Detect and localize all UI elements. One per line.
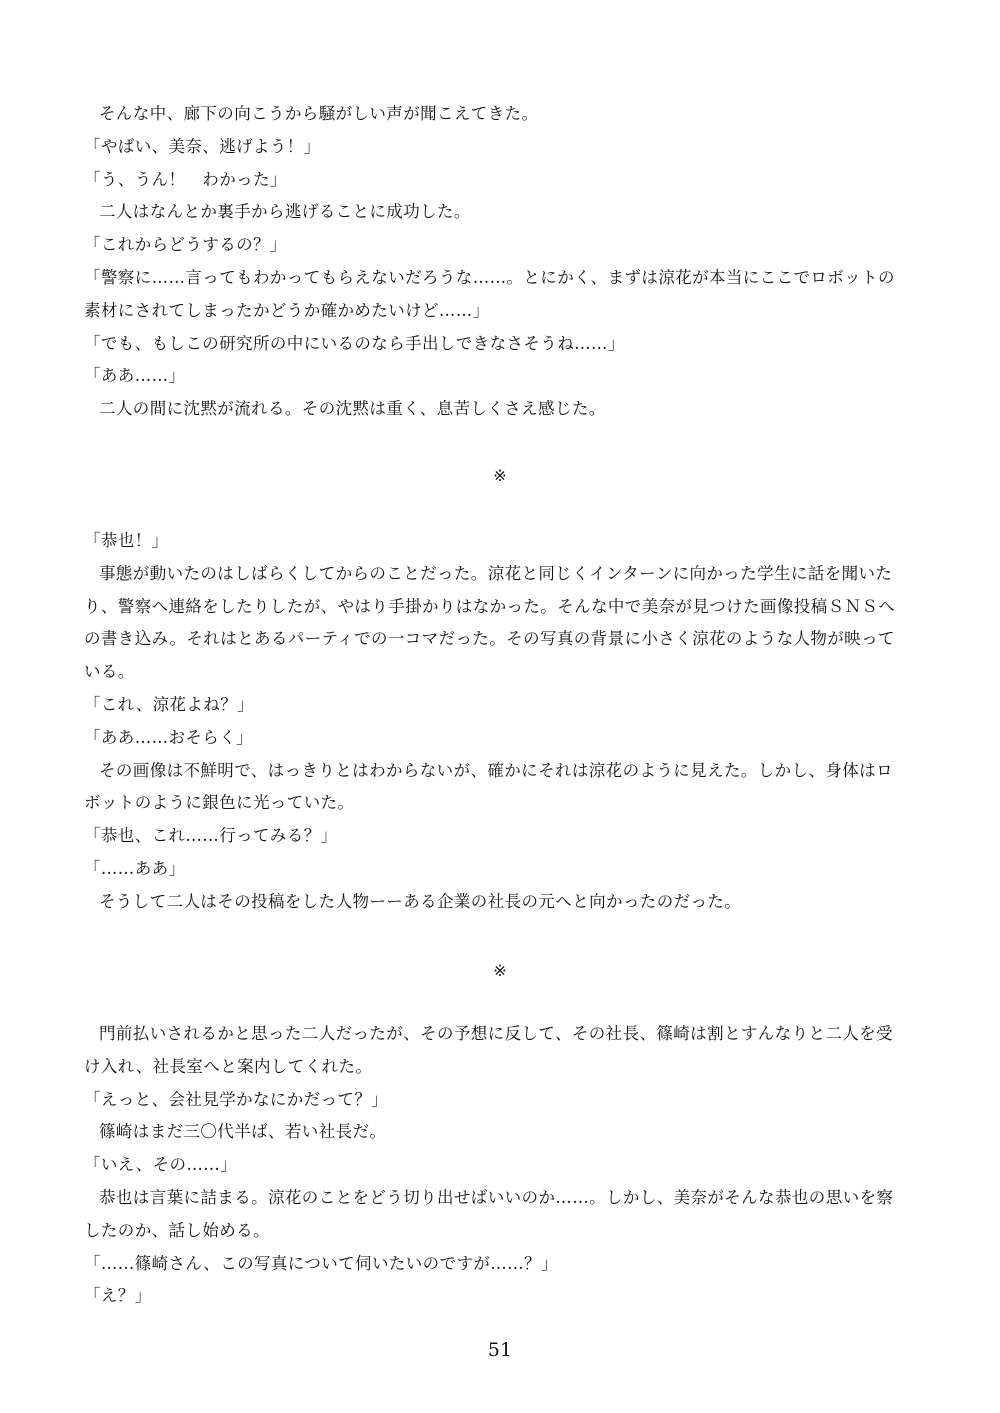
section-separator-2: ※ bbox=[493, 961, 507, 980]
text-line: け入れ、社長室へと案内してくれた。 bbox=[84, 1056, 373, 1076]
text-line: 篠崎はまだ三〇代半ば、若い社長だ。 bbox=[99, 1122, 387, 1142]
text-line: 「ああ……」 bbox=[84, 366, 186, 386]
text-line: 「警察に……言ってもわかってもらえないだろうな……。とにかく、まずは涼花が本当にここでロボットの bbox=[84, 267, 895, 287]
page-number: 51 bbox=[487, 1339, 513, 1361]
text-line: 事態が動いたのはしばらくしてからのことだった。涼花と同じくインターンに向かった学生に話を聞いた bbox=[99, 563, 893, 583]
text-line: そんな中、廊下の向こうから騒がしい声が聞こえてきた。 bbox=[99, 104, 539, 123]
text-line: その画像は不鮮明で、はっきりとはわからないが、確かにそれは涼花のように見えた。しかし、身体はロ bbox=[99, 760, 893, 780]
text-line: 「ああ……おそらく」 bbox=[84, 727, 253, 747]
text-line: 「恭也、これ……行ってみる？」 bbox=[84, 826, 338, 846]
text-line: そうして二人はその投稿をした人物ーーある企業の社長の元へと向かったのだった。 bbox=[99, 891, 742, 911]
text-line: 「やばい、美奈、逃げよう！」 bbox=[84, 136, 321, 156]
text-line: いる。 bbox=[84, 662, 135, 682]
text-line: 恭也は言葉に詰まる。涼花のことをどう切り出せばいいのか……。しかし、美奈がそんな恭也の思いを察 bbox=[99, 1187, 894, 1207]
text-line: 「いえ、その……」 bbox=[84, 1155, 238, 1175]
text-line: 「……篠崎さん、この写真について伺いたいのですが……？」 bbox=[84, 1253, 558, 1273]
text-line: ボットのように銀色に光っていた。 bbox=[84, 793, 355, 813]
text-line: 「えっと、会社見学かなにかだって？」 bbox=[84, 1089, 389, 1109]
text-line: したのか、話し始める。 bbox=[84, 1220, 270, 1240]
text-line: 「う、うん！ わかった」 bbox=[84, 169, 287, 189]
section-separator-1: ※ bbox=[493, 466, 507, 485]
section-1 bbox=[84, 98, 924, 426]
text-line: 「これ、涼花よね？」 bbox=[84, 694, 254, 714]
text-line: り、警察へ連絡をしたりしたが、やはり手掛かりはなかった。そんな中で美奈が見つけた画像投稿ＳＮＳへ bbox=[84, 596, 896, 616]
text-line: 二人はなんとか裏手から逃げることに成功した。 bbox=[99, 202, 471, 222]
section-2 bbox=[84, 525, 924, 919]
text-line: 素材にされてしまったかどうか確かめたいけど……」 bbox=[84, 300, 490, 320]
section-3 bbox=[84, 1018, 924, 1313]
text-line: 二人の間に沈黙が流れる。その沈黙は重く、息苦しくさえ感じた。 bbox=[99, 399, 606, 419]
text-line: 門前払いされるかと思った二人だったが、その予想に反して、その社長、篠崎は割とすんなりと二人を受 bbox=[99, 1024, 893, 1043]
text-line: 「恭也！」 bbox=[84, 531, 169, 550]
text-line: 「でも、もしこの研究所の中にいるのなら手出しできなさそうね……」 bbox=[84, 333, 625, 353]
text-line: 「え？」 bbox=[84, 1286, 152, 1306]
text-line: 「……ああ」 bbox=[84, 858, 186, 878]
text-line: の書き込み。それはとあるパーティでの一コマだった。その写真の背景に小さく涼花のような人物が映って bbox=[84, 629, 895, 649]
text-line: 「これからどうするの？」 bbox=[84, 235, 287, 255]
